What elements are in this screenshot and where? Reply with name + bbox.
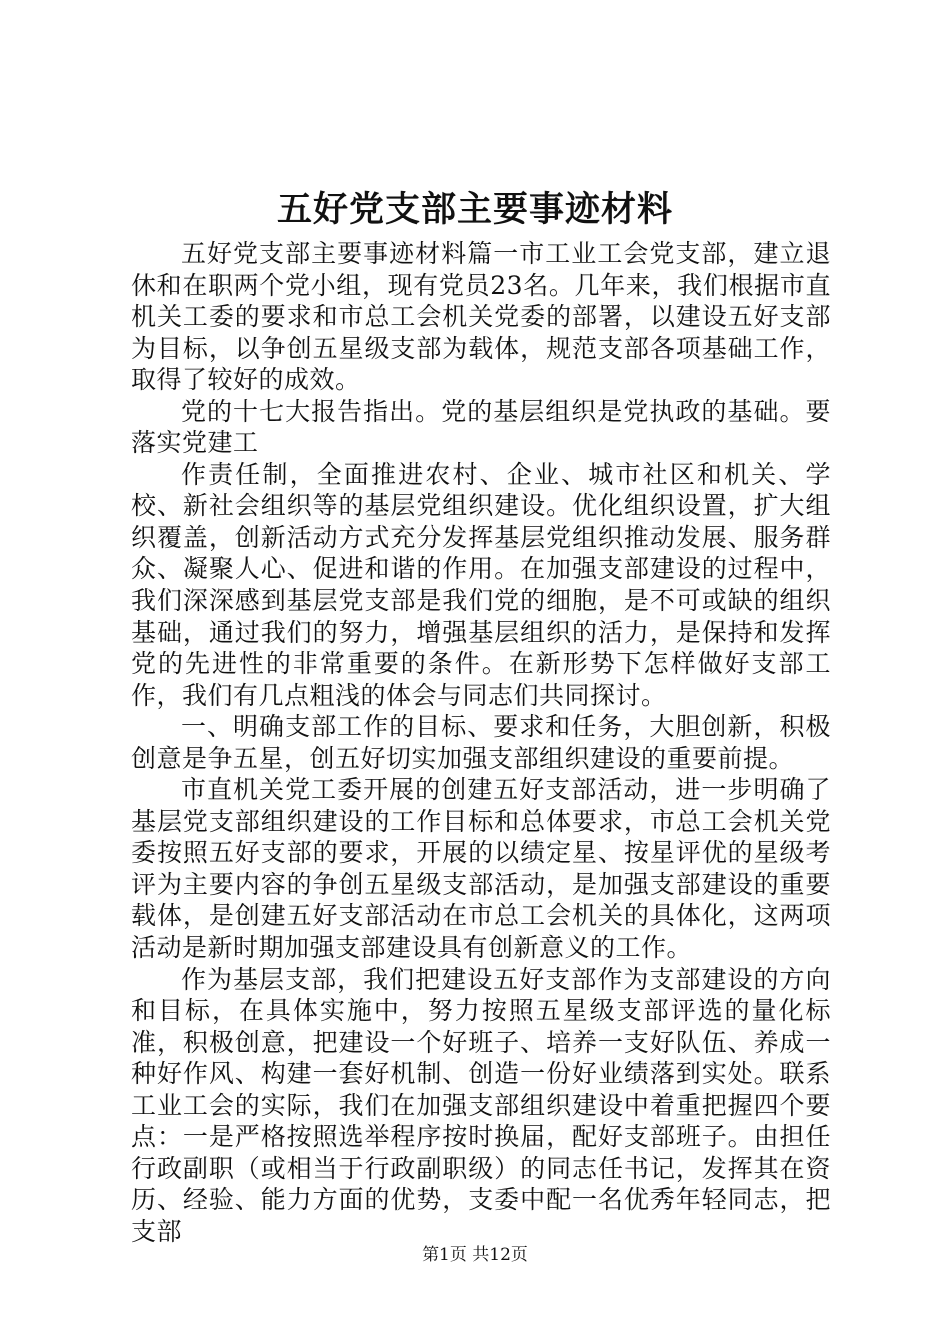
paragraph-4: 一、明确支部工作的目标、要求和任务，大胆创新，积极创意是争五星，创五好切实加强支部组织建设的重要前提。	[131, 712, 831, 773]
paragraph-2: 党的十七大报告指出。党的基层组织是党执政的基础。要落实党建工	[131, 396, 831, 458]
document-body	[131, 238, 831, 1248]
paragraph-5: 市直机关党工委开展的创建五好支部活动，进一步明确了基层党支部组织建设的工作目标和总体要求，市总工会机关党委按照五好支部的要求，开展的以绩定星、按星评优的星级考评为主要内容的争创五星级支部活动，是加强支部建设的重要载体，是创建五好支部活动在市总工会机关的具体化，这两项活动是新时期加强支部建设具有创新意义的工作。	[131, 775, 831, 963]
paragraph-3: 作责任制，全面推进农村、企业、城市社区和机关、学校、新社会组织等的基层党组织建设。优化组织设置，扩大组织覆盖，创新活动方式充分发挥基层党组织推动发展、服务群众、凝聚人心、促进和谐的作用。在加强支部建设的过程中，我们深深感到基层党支部是我们党的细胞，是不可或缺的组织基础，通过我们的努力，增强基层组织的活力，是保持和发挥党的先进性的非常重要的条件。在新形势下怎样做好支部工作，我们有几点粗浅的体会与同志们共同探讨。	[131, 459, 831, 710]
paragraph-1: 五好党支部主要事迹材料篇一市工业工会党支部，建立退休和在职两个党小组，现有党员23名。几年来，我们根据市直机关工委的要求和市总工会机关党委的部署，以建设五好支部为目标，以争创五星级支部为载体，规范支部各项基础工作，取得了较好的成效。	[131, 239, 831, 395]
paragraph-6: 作为基层支部，我们把建设五好支部作为支部建设的方向和目标，在具体实施中，努力按照五星级支部评选的量化标准，积极创意，把建设一个好班子、培养一支好队伍、养成一种好作风、构建一套好机制、创造一份好业绩落到实处。联系工业工会的实际，我们在加强支部组织建设中着重把握四个要点：一是严格按照选举程序按时换届，配好支部班子。由担任行政副职（或相当于行政副职级）的同志任书记，发挥其在资历、经验、能力方面的优势，支委中配一名优秀年轻同志，把支部	[131, 964, 831, 1246]
document-title: 五好党支部主要事迹材料	[276, 189, 673, 230]
page-footer: 第1页 共12页	[422, 1245, 528, 1265]
